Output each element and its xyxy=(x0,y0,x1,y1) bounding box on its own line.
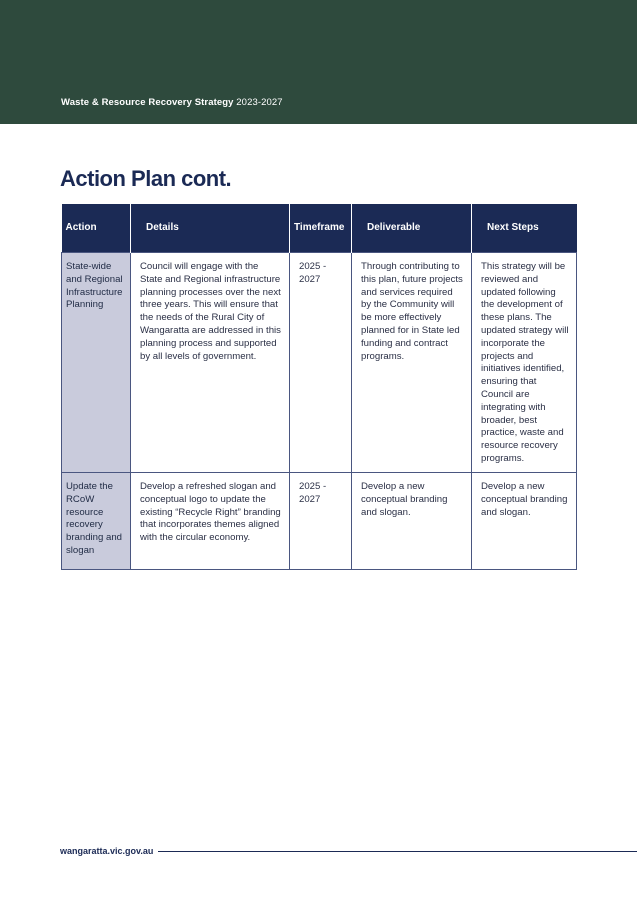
next-steps-cell: This strategy will be reviewed and updated following the development of these plans. The updated strategy will incorporate the projects and initiatives identified, ensuring that Council are integrating with broader, best practice, waste and resource recovery programs. xyxy=(472,253,577,473)
details-cell: Council will engage with the State and Regional infrastructure planning processes over the next three years. This will ensure that the needs of the Rural City of Wangaratta are addressed in this planning process and supported by all levels of government. xyxy=(131,253,290,473)
timeframe-cell: 2025 - 2027 xyxy=(290,253,352,473)
table-row xyxy=(62,473,577,570)
action-cell: State-wide and Regional Infrastructure Planning xyxy=(62,253,131,473)
document-header xyxy=(61,97,283,108)
action-plan-table xyxy=(61,204,577,570)
table-row xyxy=(62,253,577,473)
timeframe-cell: 2025 - 2027 xyxy=(290,473,352,570)
column-header-next-steps: Next Steps xyxy=(472,204,577,253)
column-header-timeframe: Timeframe xyxy=(290,204,352,253)
column-header-action: Action xyxy=(62,204,131,253)
details-cell: Develop a refreshed slogan and conceptual logo to update the existing “Recycle Right” branding that incorporates themes aligned with the circular economy. xyxy=(131,473,290,570)
header-title: Waste & Resource Recovery Strategy xyxy=(61,97,234,108)
table-header-row xyxy=(62,204,577,253)
column-header-deliverable: Deliverable xyxy=(352,204,472,253)
column-header-details: Details xyxy=(131,204,290,253)
deliverable-cell: Through contributing to this plan, future projects and services required by the Community will be more effectively planned for in State led funding and contract programs. xyxy=(352,253,472,473)
deliverable-cell: Develop a new conceptual branding and slogan. xyxy=(352,473,472,570)
action-cell: Update the RCoW resource recovery branding and slogan xyxy=(62,473,131,570)
footer-url: wangaratta.vic.gov.au xyxy=(60,846,154,856)
next-steps-cell: Develop a new conceptual branding and slogan. xyxy=(472,473,577,570)
footer-divider xyxy=(158,851,637,852)
header-years: 2023-2027 xyxy=(236,97,283,108)
page-title: Action Plan cont. xyxy=(60,166,232,191)
